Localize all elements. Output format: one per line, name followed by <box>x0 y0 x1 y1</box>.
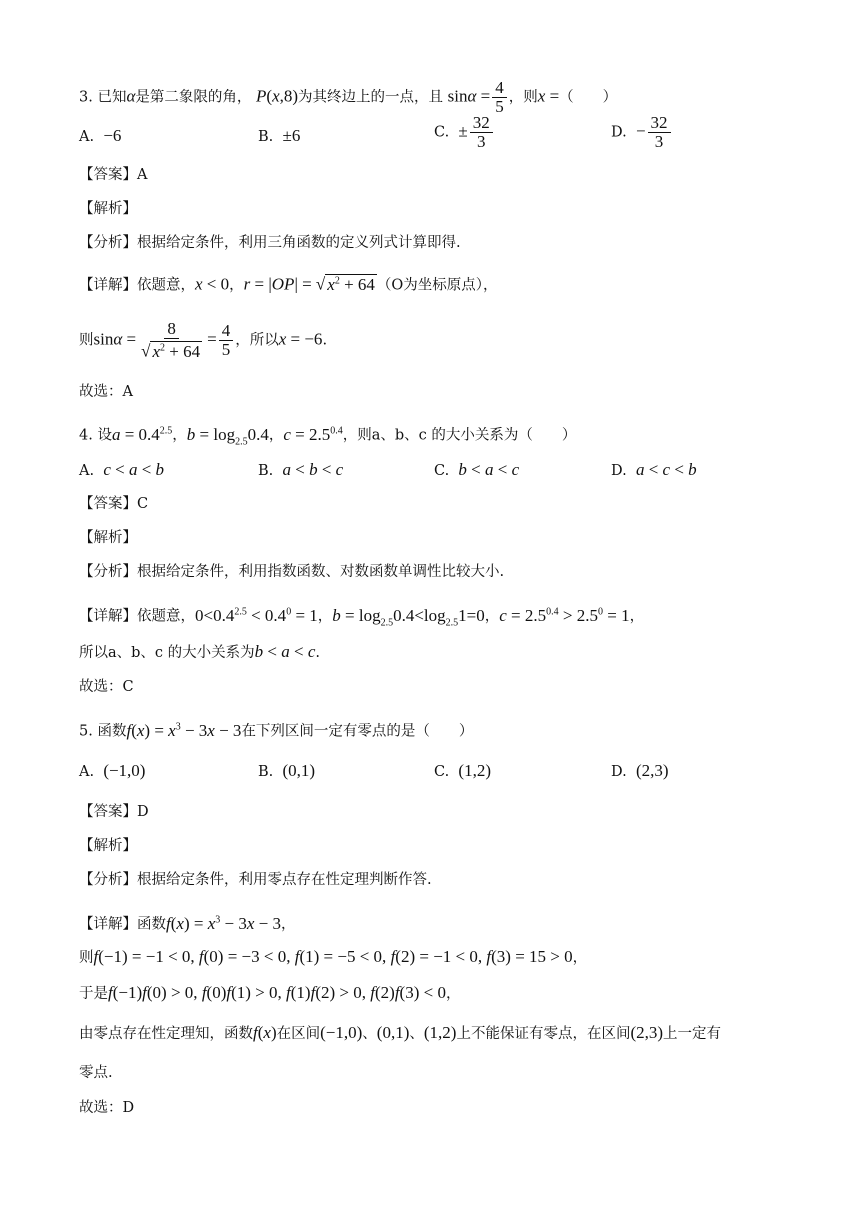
q5-line-products: 于是f(−1)f(0) > 0, f(0)f(1) > 0, f(1)f(2) > 0, f(2)f(3) < 0， <box>79 983 461 1002</box>
q4-line2: 所以a、b、c 的大小关系为b < a < c. <box>79 642 320 661</box>
q5-line-theorem: 由零点存在性定理知，函数f(x)在区间(−1,0)、(0,1)、(1,2)上不能保证有零点，在区间(2,3)上一定有 <box>79 1023 722 1042</box>
q5-option-a: A. (−1,0) <box>79 761 146 780</box>
q5-option-d: D. (2,3) <box>611 761 669 780</box>
q5-conclusion: 故选：D <box>79 1100 135 1116</box>
q5-line-zero: 零点. <box>79 1065 113 1081</box>
q3-stem: 3. 已知α是第二象限的角， P(x,8)为其终边上的一点，且 sinα = $\frac{4}{5}$ ，则x =（ ） <box>79 78 618 116</box>
q3-option-a: A. −6 <box>79 126 122 145</box>
q3-blank: （ ） <box>559 89 618 106</box>
q4-option-d: D. a < c < b <box>611 460 697 479</box>
q3-answer: 【答案】A <box>79 167 148 183</box>
q5-line-values: 则f(−1) = −1 < 0, f(0) = −3 < 0, f(1) = −5 < 0, f(2) = −1 < 0, f(3) = 15 > 0， <box>79 947 588 966</box>
q5-analysis-heading: 【解析】 <box>79 838 137 854</box>
q3-option-d: D. − $\frac{32}{3}$ <box>611 114 673 151</box>
q4-xiangjie: 【详解】依题意，$0<0.4^{2.5} < 0.4^0 = 1$，$b = \log_{2.5}0.4<\log_{2.5}1=0$，$c = 2.5^{0.4} > 2.5^0 = 1$， <box>79 605 645 629</box>
q4-option-b: B. a < b < c <box>258 460 344 479</box>
q3-stem-text2: 为其终边上的一点，且 <box>298 89 444 106</box>
q4-answer: 【答案】C <box>79 496 149 512</box>
q5-stem: 5. 函数$f(x) = x^3 - 3x - 3$在下列区间一定有零点的是（ ） <box>79 720 474 740</box>
q3-option-b: B. ±6 <box>258 126 301 145</box>
q3-line2: 则sinα = $\frac{8}{√ x^2 + 64}$ = $\frac{4}{5}$ ，所以x = −6. <box>79 319 328 361</box>
q5-option-b: B. (0,1) <box>258 761 316 780</box>
q4-option-c: C. b < a < c <box>434 460 520 479</box>
q3-xiangjie: 【详解】依题意，x < 0，r = |OP| = √ $x^2 + 64$ （O为坐标原点）， <box>79 274 498 294</box>
q4-fenxi: 【分析】根据给定条件，利用指数函数、对数函数单调性比较大小. <box>79 564 505 580</box>
q3-conclusion: 故选：A <box>79 384 133 400</box>
q5-fenxi: 【分析】根据给定条件，利用零点存在性定理判断作答. <box>79 872 432 888</box>
q5-option-c: C. (1,2) <box>434 761 491 780</box>
q3-analysis-heading: 【解析】 <box>79 201 137 217</box>
q3-fenxi: 【分析】根据给定条件，利用三角函数的定义列式计算即得. <box>79 235 461 251</box>
q3-stem-text3: ，则 <box>508 89 538 106</box>
q4-option-a: A. c < a < b <box>79 460 165 479</box>
q3-stem-text1: 是第二象限的角， <box>135 89 252 106</box>
q5-answer: 【答案】D <box>79 804 149 820</box>
q5-xiangjie: 【详解】函数$f(x) = x^3 - 3x - 3$， <box>79 913 296 933</box>
q3-option-c: C. ± $\frac{32}{3}$ <box>434 114 495 151</box>
q4-conclusion: 故选：C <box>79 679 134 695</box>
q3-stem-prefix: 3. 已知 <box>79 89 127 106</box>
q4-analysis-heading: 【解析】 <box>79 530 137 546</box>
q4-stem: 4. 设$a = 0.4^{2.5}$，$b = \log_{2.5}0.4$，$c = 2.5^{0.4}$，则a、b、c 的大小关系为（ ） <box>79 424 577 448</box>
